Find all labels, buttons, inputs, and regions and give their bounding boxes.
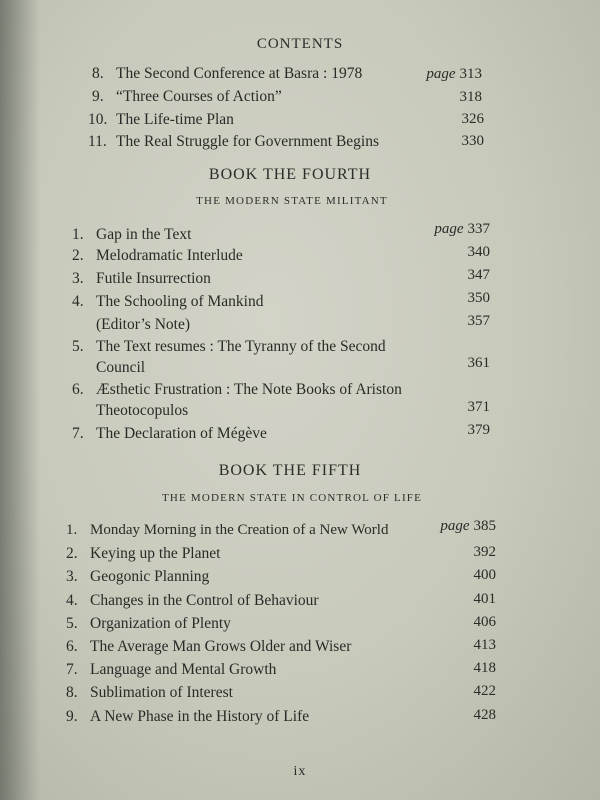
- entry-number: 5.: [66, 615, 78, 632]
- entry-number: 6.: [72, 381, 84, 398]
- toc-entry: [72, 292, 263, 312]
- entry-title: Gap in the Text: [96, 226, 192, 243]
- toc-entry: [88, 110, 234, 130]
- toc-entry: [66, 614, 231, 634]
- toc-entry: [72, 337, 386, 357]
- entry-number: 6.: [66, 638, 78, 655]
- entry-number: 3.: [66, 568, 78, 585]
- entry-title: The Declaration of Mégève: [96, 425, 267, 442]
- toc-entry: [72, 380, 402, 400]
- entry-title: The Real Struggle for Government Begins: [116, 133, 380, 150]
- entry-number: 9.: [66, 708, 78, 725]
- entry-number: 8.: [66, 684, 78, 701]
- entry-page-number: 318: [459, 89, 482, 105]
- toc-entry: [66, 683, 233, 703]
- entry-page-number: 418: [473, 660, 496, 676]
- entry-title: Changes in the Control of Behaviour: [90, 592, 319, 609]
- entry-page-number: 357: [467, 313, 490, 329]
- toc-entry: [72, 424, 267, 444]
- toc-entry: [72, 225, 191, 245]
- entry-title: Melodramatic Interlude: [96, 247, 243, 264]
- entry-page-number: 326: [461, 111, 484, 127]
- toc-entry: [66, 567, 209, 587]
- toc-entry: [92, 64, 362, 84]
- entry-page-number: 413: [473, 637, 496, 653]
- toc-entry: [66, 544, 220, 564]
- entry-page-number: 406: [473, 614, 496, 630]
- entry-page-number: 330: [461, 133, 484, 149]
- entry-page: [434, 221, 490, 238]
- page-word: page: [434, 221, 464, 237]
- entry-number: 1.: [72, 226, 84, 243]
- entry-number: 7.: [72, 425, 84, 442]
- entry-number: 1.: [66, 522, 78, 538]
- entry-title: Organization of Plenty: [90, 615, 231, 632]
- entry-number: 8.: [92, 65, 104, 82]
- entry-number: 2.: [72, 247, 84, 264]
- entry-number: 2.: [66, 545, 78, 562]
- entry-page-number: 350: [467, 290, 490, 306]
- entry-page-number: 401: [473, 591, 496, 607]
- entry-title: Geogonic Planning: [90, 568, 210, 585]
- toc-entry-continuation: Council: [96, 359, 146, 376]
- entry-page-number: 337: [467, 221, 490, 237]
- entry-page-number: 428: [473, 707, 496, 723]
- book-five-title: BOOK THE FIFTH: [218, 462, 362, 479]
- entry-title: The Average Man Grows Older and Wiser: [90, 638, 352, 655]
- entry-title: Keying up the Planet: [90, 545, 221, 562]
- entry-number: 4.: [66, 592, 78, 609]
- entry-title: The Second Conference at Basra : 1978: [116, 65, 363, 82]
- toc-entry: [66, 591, 319, 611]
- entry-page-number: 371: [467, 399, 490, 415]
- entry-title: Sublimation of Interest: [90, 684, 233, 701]
- entry-title: Futile Insurrection: [96, 270, 211, 287]
- entry-page-number: 313: [459, 66, 482, 82]
- entry-page-number: 361: [467, 355, 490, 371]
- toc-entry: [72, 269, 211, 289]
- toc-entry: [92, 87, 282, 107]
- toc-entry: [88, 132, 379, 152]
- entry-page-number: 340: [467, 244, 490, 260]
- entry-page: [440, 518, 496, 535]
- toc-entry: [66, 707, 309, 727]
- toc-entry: [72, 246, 243, 266]
- entry-page-number: 392: [473, 544, 496, 560]
- entry-title: Monday Morning in the Creation of a New World: [90, 522, 389, 538]
- entry-number: 10.: [88, 111, 108, 128]
- entry-page-number: 379: [467, 422, 490, 438]
- entry-title: Æsthetic Frustration : The Note Books of Ariston: [96, 381, 402, 398]
- page-folio: ix: [293, 764, 307, 779]
- entry-title: “Three Courses of Action”: [116, 88, 282, 105]
- book-four-title: BOOK THE FOURTH: [208, 166, 372, 183]
- toc-entry-continuation: Theotocopulos: [96, 402, 189, 419]
- entry-number: 11.: [88, 133, 107, 150]
- entry-title: The Text resumes : The Tyranny of the Second: [96, 338, 386, 355]
- toc-entry: [72, 315, 190, 335]
- entry-title: A New Phase in the History of Life: [90, 708, 310, 725]
- entry-title: Language and Mental Growth: [90, 661, 277, 678]
- toc-entry: [66, 660, 276, 680]
- entry-page-number: 422: [473, 683, 496, 699]
- entry-title: The Life-time Plan: [116, 111, 234, 128]
- entry-number: 9.: [92, 88, 104, 105]
- toc-entry: [66, 637, 351, 657]
- entry-number: 4.: [72, 293, 84, 310]
- entry-page-number: 347: [467, 267, 490, 283]
- entry-title: The Schooling of Mankind: [96, 293, 264, 310]
- book-four-subtitle: THE MODERN STATE MILITANT: [196, 195, 388, 207]
- page-word: page: [426, 66, 456, 82]
- entry-page: [426, 66, 482, 83]
- entry-page-number: 385: [473, 518, 496, 534]
- book-five-subtitle: THE MODERN STATE IN CONTROL OF LIFE: [161, 492, 423, 504]
- toc-entry: [66, 520, 388, 540]
- entry-number: 7.: [66, 661, 78, 678]
- contents-heading: CONTENTS: [256, 36, 344, 52]
- entry-number: 3.: [72, 270, 84, 287]
- page-word: page: [440, 518, 470, 534]
- entry-number: 5.: [72, 338, 84, 355]
- entry-title: (Editor’s Note): [96, 316, 190, 333]
- entry-page-number: 400: [473, 567, 496, 583]
